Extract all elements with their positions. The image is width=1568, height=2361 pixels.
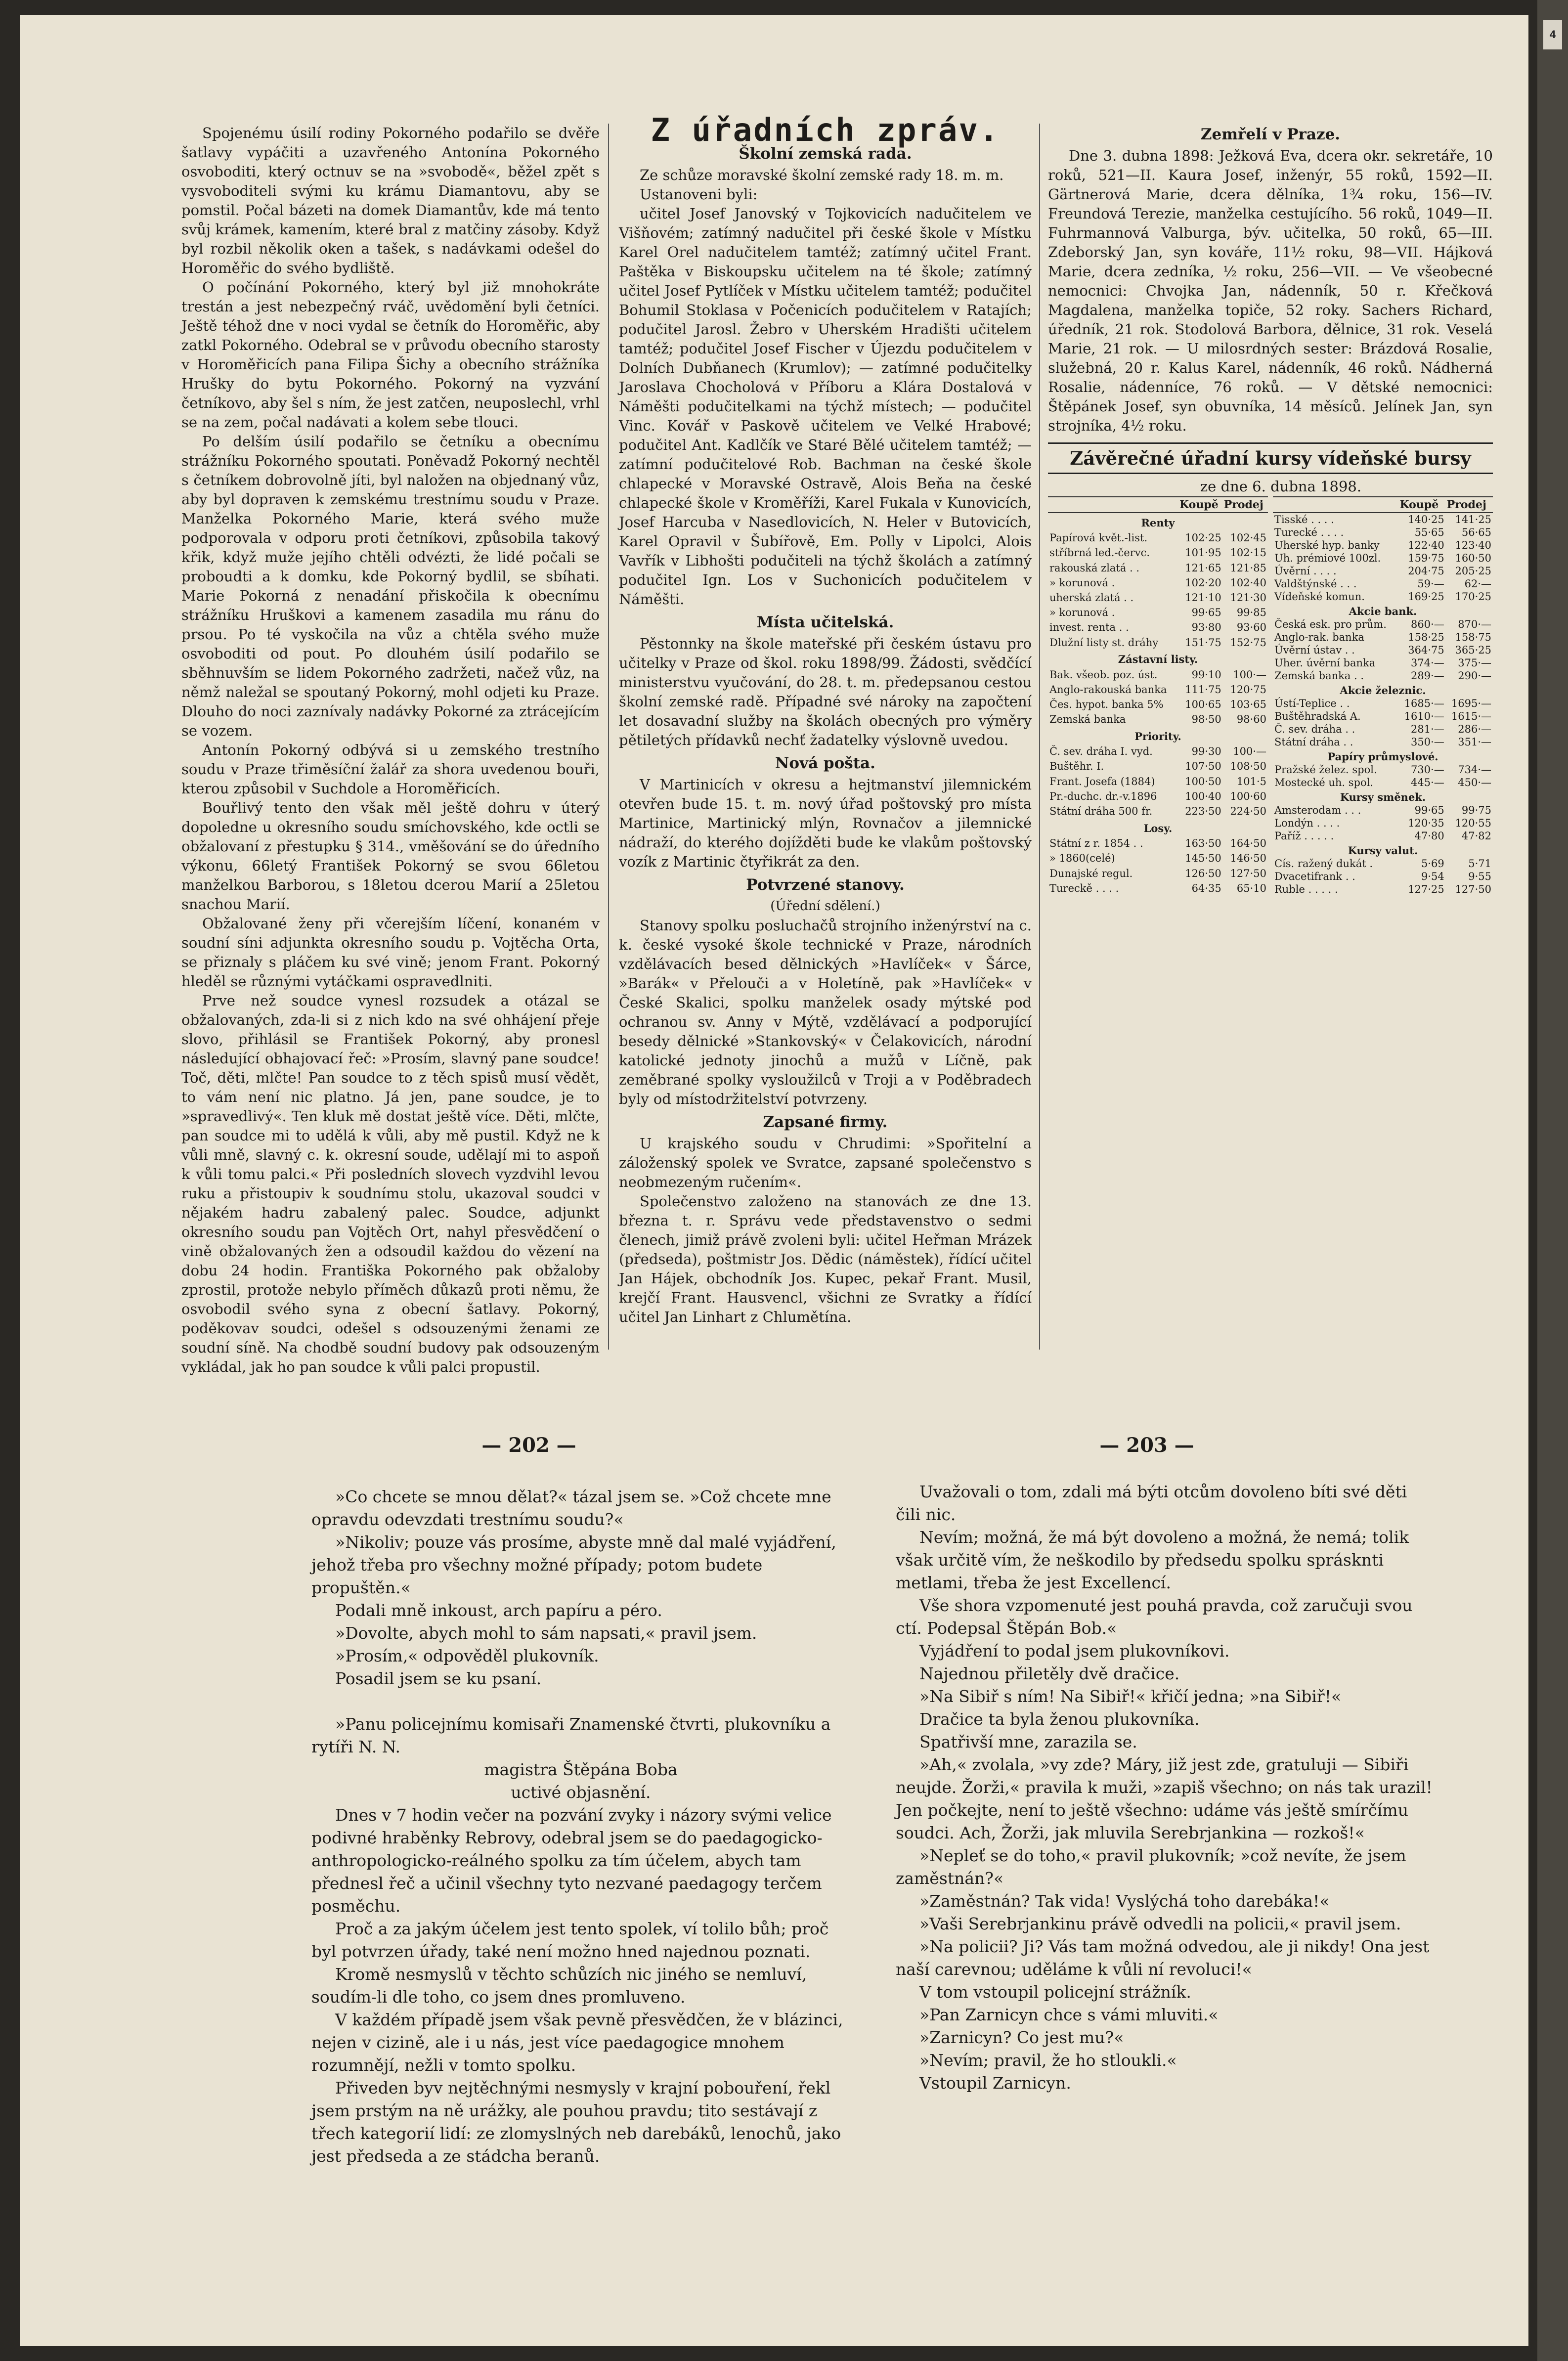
section-body [619, 1134, 1032, 1327]
security-name: Uher. úvěrní banka [1274, 657, 1376, 669]
table-row [1048, 881, 1268, 896]
table-row [1273, 539, 1493, 552]
bursa-date: ze dne 6. dubna 1898. [1200, 478, 1362, 495]
buy-price: 145·50 [1185, 852, 1221, 865]
table-row [1273, 789, 1493, 804]
table-row [1048, 804, 1268, 819]
sell-price: 734·— [1458, 764, 1491, 776]
table-section-label: Akcie bank. [1349, 605, 1417, 617]
buy-price: 100·65 [1185, 698, 1221, 710]
table-row [1048, 789, 1268, 804]
buy-price: 55·65 [1414, 526, 1444, 538]
table-row [1273, 883, 1493, 896]
header-sell: Prodej [1223, 497, 1268, 513]
story-paragraph: »Ah,« zvolala, »vy zde? Máry, již jest zde, gratuluji — Sibiři neujde. Žorži,« pravila k muži, »zapiš všechno; on nás tak urazil! Jen počkejte, není to ještě všechno: udáme vás ještě smírčímu soudci. Ach, Žorži, jak mluvila Serebrjankina — rozkoš!« [896, 1755, 1433, 1842]
sell-price: 365·25 [1455, 644, 1491, 656]
buy-price: 159·75 [1408, 552, 1444, 564]
security-name: Česká esk. pro prům. [1274, 618, 1387, 630]
buy-price: 163·50 [1185, 837, 1221, 850]
sell-price: 224·50 [1230, 805, 1266, 818]
story-paragraph: Dračice ta byla ženou plukovníka. [919, 1709, 1200, 1729]
table-row [1273, 776, 1493, 789]
security-name: stříbrná led.-červc. [1049, 547, 1150, 559]
security-name: Cís. ražený dukát . [1274, 858, 1373, 870]
buy-price: 47·80 [1414, 830, 1444, 842]
sell-price: 100·— [1233, 745, 1266, 758]
bursa-title: Závěrečné úřadní kursy vídeňské bursy [1048, 442, 1493, 474]
table-row [1273, 526, 1493, 539]
table-row [1273, 830, 1493, 842]
scan-label: 4 [1543, 20, 1562, 49]
sell-price: 93·60 [1236, 621, 1266, 634]
story-paragraph: Proč a za jakým účelem jest tento spolek, ví tolilo bůh; proč byl potvrzen úřady, také není možno hned najednou poznati. [311, 1919, 829, 1961]
security-name: Č. sev. dráha . . [1274, 723, 1355, 735]
security-name: Valdštýnské . . . [1274, 578, 1357, 590]
buy-price: 289·— [1410, 670, 1444, 682]
story-paragraph [311, 1690, 850, 1713]
table-row [1273, 857, 1493, 870]
table-row [1048, 712, 1268, 727]
table-row [1273, 590, 1493, 603]
header-buy: Koupě [1399, 497, 1446, 513]
buy-price: 100·50 [1185, 775, 1221, 787]
story-left-column [311, 1486, 850, 2168]
security-name: Pražské želez. spol. [1274, 764, 1377, 776]
table-row [1048, 635, 1268, 650]
story-paragraph: Najednou přiletěly dvě dračice. [919, 1664, 1180, 1683]
buy-price: 1610·— [1404, 710, 1444, 722]
sell-price: 286·— [1458, 723, 1491, 735]
sell-price: 99·75 [1461, 804, 1491, 816]
table-row [1048, 560, 1268, 575]
sell-price: 160·50 [1455, 552, 1491, 564]
story-paragraph: »Nevím; pravil, že ho stloukli.« [919, 2051, 1177, 2070]
buy-price: 111·75 [1185, 683, 1221, 696]
story-paragraph: »Na policii? Ji? Vás tam možná odvedou, ale ji nikdy! Ona jest naší carevnou; uděláme k vůli ní revoluci!« [896, 1937, 1430, 1979]
story-paragraph: »Co chcete se mnou dělat?« tázal jsem se. »Což chcete mne opravdu odevzdati trestnímu soudu?« [311, 1487, 831, 1529]
sell-price: 127·50 [1455, 883, 1491, 895]
table-row [1273, 763, 1493, 776]
security-name: » korunová . [1049, 607, 1115, 619]
story-paragraph: »Zarnicyn? Co jest mu?« [919, 2028, 1124, 2047]
sell-price: 158·75 [1455, 631, 1491, 643]
header-buy: Koupě [1178, 497, 1223, 513]
table-row [1048, 819, 1268, 836]
sell-price: 47·82 [1461, 830, 1491, 842]
story-paragraph: V tom vstoupil policejní strážník. [919, 1982, 1191, 2002]
table-section-label: Kursy valut. [1348, 844, 1418, 857]
security-name: Tureckě . . . . [1049, 882, 1119, 894]
security-name: Ruble . . . . . [1274, 883, 1338, 895]
sell-price: 1615·— [1451, 710, 1491, 722]
security-name: Buštěhradská A. [1274, 710, 1361, 722]
bursa-table-left [1048, 496, 1268, 896]
table-section-label: Renty [1141, 516, 1175, 529]
security-name: Mostecké uh. spol. [1274, 777, 1374, 788]
table-row [1273, 804, 1493, 817]
sell-price: 164·50 [1230, 837, 1266, 850]
story-paragraph: Přiveden byv nejtěchnými nesmysly v krajní pobouření, řekl jsem prstým na ně urážky, ale pouhou pravdu; tito sestávají z třech kategorií lidí: ze zlomyslných neb darebáků, lenochů, jako jest předseda a ze stádcha beranů. [311, 2078, 841, 2166]
security-name: Vídeňské komun. [1274, 591, 1365, 603]
section-heading: Zapsané firmy. [763, 1113, 888, 1131]
section-body [619, 775, 1032, 872]
story-paragraph: »Prosím,« odpověděl plukovník. [335, 1646, 599, 1665]
paragraph: Stanovy spolku posluchačů strojního inženýrství na c. k. české vysoké škole technické v Praze, národních vzdělávacích besed dělnických »Havlíček« v Šárce, »Barák« v Přelouči a v Holetíně, pak »Havlíček« v České Skalici, spolku manželek osady mýtské pod ochranou sv. Anny v Mýtě, vzdělávací a podporující besedy dělnické »Stankovský« v Čelakovicích, národní katolické jednoty jinochů a mužů v Líčně, pak zeměbrané spolky vysloužilců v Troji a v Poděbradech byly od místodržitelství potvrzeny. [619, 917, 1032, 1107]
sell-price: 100·60 [1230, 790, 1266, 802]
story-paragraph: uctivé objasnění. [511, 1783, 651, 1802]
section-heading: Místa učitelská. [756, 613, 894, 631]
story-paragraph: »Nikoliv; pouze vás prosíme, abyste mně dal malé vyjádření, jehož třeba pro všechny možné případy; potom budete propuštěn.« [311, 1532, 836, 1597]
sell-price: 123·40 [1455, 539, 1491, 551]
buy-price: 127·25 [1408, 883, 1444, 895]
buy-price: 99·65 [1414, 804, 1444, 816]
buy-price: 121·65 [1185, 562, 1221, 574]
deaths-heading: Zemřelí v Praze. [1200, 126, 1341, 143]
table-row [1273, 817, 1493, 830]
sell-price: 205·25 [1455, 565, 1491, 577]
sell-price: 375·— [1458, 657, 1491, 669]
sell-price: 5·71 [1468, 858, 1491, 870]
table-row [1273, 710, 1493, 723]
security-name: Buštěhr. I. [1049, 760, 1104, 773]
sell-price: 100·— [1233, 668, 1266, 681]
buy-price: 99·30 [1191, 745, 1221, 758]
sell-price: 127·50 [1230, 867, 1266, 879]
sell-price: 120·75 [1230, 683, 1266, 696]
buy-price: 98·50 [1191, 713, 1221, 726]
story-paragraph: Dnes v 7 hodin večer na pozvání zvyky i názory svými velice podivné hraběnky Rebrovy, odebral jsem se do paedagogicko-anthropologicko-reálného spolku za tím účelem, abych tam přednesl řeč a učinil všechny tyto nezvané paedagogy terčem posměchu. [311, 1805, 832, 1916]
buy-price: 101·95 [1185, 547, 1221, 559]
paragraph: Společenstvo založeno na stanovách ze dne 13. března t. r. Správu vede představenstvo o sedmi členech, jimiž právě zvoleni byli: učitel Heřman Mrázek (předseda), poštmistr Jos. Dědic (náměstek), řídící učitel Jan Hájek, obchodník Jos. Kupec, pekař Frant. Musil, krejčí Frant. Hausvencl, všichni ze Svratky a řídící učitel Jan Linhart z Chlumětína. [619, 1193, 1032, 1325]
security-name: Státní z r. 1854 . . [1049, 837, 1143, 850]
table-row [1273, 577, 1493, 590]
security-name: Dlužní listy st. dráhy [1049, 636, 1159, 649]
buy-price: 64·35 [1191, 882, 1221, 894]
security-name: » 1860(celé) [1049, 852, 1115, 865]
security-name: Amsterodam . . . [1274, 804, 1361, 816]
security-name: Státní dráha . . [1274, 736, 1353, 748]
table-row [1273, 842, 1493, 857]
paragraph: Prve než soudce vynesl rozsudek a otázal se obžalovaných, zda-li si z nich kdo na své ohhájení přeje slovo, přihlásil se František Pokorný, aby pronesl následující obhajovací řeč: »Prosím, slavný pane soudce! Toč, děti, mlčte! Pan soudce to z těch spisů musí vědět, to vám není nic platno. Já jen, pane soudce, je to »spravedlivý«. Ten kluk mě dostat ještě více. Děti, mlčte, pan soudce mi to udělá k vůli, aby mě pustil. Když ne k vůli mně, slavný c. k. okresní soude, udělají mi to aspoň k vůli tomu palci.« Při posledních slovech vyzdvihl levou ruku a přistoupiv k soudnímu stolu, ukazoval soudci v nějakém hadru zabalený palec. Soudce, adjunkt okresního soudu pan Vojtěch Ort, nahyl přesvědčení o vině obžalovaných žen a odsoudil každou do vězení na dobu 24 hodin. Františka Pokorného pak obžaloby zprostil, protože nebylo příměch důkazů proti němu, že osvobodil svého syna z obecní šatlavy. Pokorný, poděkovav soudci, odešel s odsouzenými ženami ze soudní síně. Na chodbě soudní budovy pak odsouzeným vykládal, jak ho pan soudce k vůli palci propustil. [181, 992, 600, 1375]
security-name: Bak. všeob. poz. úst. [1049, 668, 1158, 681]
table-row [1273, 513, 1493, 526]
sell-price: 98·60 [1236, 713, 1266, 726]
buy-price: 93·80 [1191, 621, 1221, 634]
story-paragraph: »Nepleť se do toho,« pravil plukovník; »což nevíte, že jsem zaměstnán?« [896, 1846, 1406, 1888]
buy-price: 860·— [1410, 618, 1444, 630]
table-row [1048, 545, 1268, 560]
table-row [1048, 605, 1268, 620]
table-section-label: Papíry průmyslové. [1327, 750, 1438, 763]
buy-price: 121·10 [1185, 591, 1221, 604]
deaths-and-bursa-column [1048, 121, 1493, 896]
buy-price: 140·25 [1408, 514, 1444, 525]
paragraph: U krajského soudu v Chrudimi: »Spořitelní a záloženský spolek ve Svratce, zapsané společenstvo s neobmezeným ručením«. [619, 1135, 1032, 1190]
table-section-label: Losy. [1143, 822, 1173, 834]
sell-price: 9·55 [1468, 871, 1491, 882]
security-name: Úvěrní . . . . [1274, 565, 1337, 577]
paragraph: Ze schůze moravské školní zemské rady 18. m. m. [640, 167, 1004, 183]
story-paragraph: magistra Štěpána Boba [484, 1760, 678, 1779]
security-name: Papírová květ.-list. [1049, 532, 1148, 544]
bursa-table-right [1273, 496, 1493, 896]
table-row [1273, 870, 1493, 883]
security-name: Čes. hypot. banka 5% [1049, 698, 1164, 710]
table-row [1048, 530, 1268, 545]
story-paragraph: »Zaměstnán? Tak vida! Vyslýchá toho darebáka!« [919, 1891, 1330, 1911]
security-name: Londýn . . . . [1274, 817, 1340, 829]
security-name: uherská zlatá . . [1049, 591, 1134, 604]
buy-price: 5·69 [1421, 858, 1444, 870]
sell-price: 62·— [1464, 578, 1491, 590]
buy-price: 99·10 [1191, 668, 1221, 681]
table-section-label: Kursy směnek. [1340, 791, 1426, 803]
table-row [1273, 736, 1493, 748]
article-pokorny [181, 124, 600, 1377]
column-divider [608, 124, 609, 1350]
table-row [1048, 744, 1268, 759]
security-name: Dunajské regul. [1049, 867, 1133, 879]
security-name: Turecké . . . . [1274, 526, 1344, 538]
security-name: Frant. Josefa (1884) [1049, 775, 1155, 787]
security-name: Pr.-duchc. dr.-v.1896 [1049, 790, 1157, 802]
sell-price: 120·55 [1455, 817, 1491, 829]
story-paragraph: Spatřivší mne, zarazila se. [919, 1732, 1137, 1751]
security-name: rakouská zlatá . . [1049, 562, 1140, 574]
buy-price: 120·35 [1408, 817, 1444, 829]
paragraph: Po delším úsilí podařilo se četníku a obecnímu strážníku Pokorného spoutati. Poněvadž Pokorný nechtěl s četníkem dobrovolně jíti, byl naložen na objednaný vůz, aby byl dopraven k zemskému trestnímu soudu v Praze. Manželka Pokorného Marie, která svého muže podporovala v odporu proti četníkovi, způsobila takový křik, když muže jejího chtěli odvézti, že lidé počali se proboudti a k domku, kde Pokorný bydlil, se sbíhati. Marie Pokorná z nenadání přiskočila k obecnímu strážníku Hruškovi a kamenem zasadila mu ránu do prsou. Po té vyskočila na vůz a chtěla svého muže osvoboditi od pout. Po dlouhém úsilí podařilo se sběhnuvším se lidem Pokorného zadržeti, načež vůz, na němž naležal se spoutaný Pokorný, mohl odjeti ku Praze. Dlouho do noci zaznívaly nadávky Pokorné za ztrácejícím se vozem. [181, 433, 600, 739]
sell-price: 290·— [1458, 670, 1491, 682]
sell-price: 102·45 [1230, 532, 1266, 544]
buy-price: 730·— [1410, 764, 1444, 776]
story-paragraph: »Na Sibiř s ním! Na Sibiř!« křičí jedna; »na Sibiř!« [919, 1687, 1342, 1706]
story-paragraph: »Pan Zarnicyn chce s vámi mluviti.« [919, 2005, 1219, 2024]
security-name: Anglo-rak. banka [1274, 631, 1364, 643]
sell-price: 65·10 [1236, 882, 1266, 894]
table-row [1273, 669, 1493, 682]
buy-price: 281·— [1410, 723, 1444, 735]
table-row [1273, 644, 1493, 656]
column-divider [1039, 124, 1040, 1350]
buy-price: 445·— [1410, 777, 1444, 788]
table-row [1048, 727, 1268, 744]
buy-price: 1685·— [1404, 698, 1444, 709]
table-section-label: Zástavní listy. [1118, 653, 1198, 666]
buy-price: 350·— [1410, 736, 1444, 748]
security-name: Zemská banka . . [1274, 670, 1364, 682]
page-number-left: — 202 — [481, 1434, 576, 1457]
table-row [1273, 552, 1493, 565]
security-name: Anglo-rakouská banka [1049, 683, 1167, 696]
section-body [619, 634, 1032, 750]
security-name: Č. sev. dráha I. vyd. [1049, 745, 1153, 758]
table-row [1273, 682, 1493, 697]
security-name: Paříž . . . . . [1274, 830, 1334, 842]
paragraph: V Martinicích v okresu a hejtmanství jilemnickém otevřen bude 15. t. m. nový úřad poštovský pro místa Martinice, Martinický mlýn, Rovnačov a jilemnické nádraží, do kterého dojížděti bude ke vlakům poštovský vozík z Martinic čtyřikrát za den. [619, 776, 1032, 870]
story-paragraph: Vyjádření to podal jsem plukovníkovi. [919, 1641, 1230, 1661]
page-number-right: — 203 — [1099, 1434, 1194, 1457]
section-body [619, 166, 1032, 609]
sell-price: 450·— [1458, 777, 1491, 788]
sell-price: 56·65 [1461, 526, 1491, 538]
section-heading: Nová pošta. [775, 754, 875, 772]
table-row [1273, 603, 1493, 618]
paragraph: Bouřlivý tento den však měl ještě dohru v úterý dopoledne u okresního soudu smíchovského, kde octli se obžalovaní z přestupku § 314., vměšování se do úředního výkonu, 66letý František Pokorný se svou 66letou manželkou Barborou, s 18letou dcerou Marií a 25letou snachou Marií. [181, 799, 600, 913]
story-paragraph: Podali mně inkoust, arch papíru a péro. [335, 1601, 662, 1620]
table-row [1048, 682, 1268, 697]
buy-price: 100·40 [1185, 790, 1221, 802]
story-paragraph: Vše shora vzpomenuté jest pouhá pravda, což zaručuji svou ctí. Podepsal Štěpán Bob.« [896, 1596, 1413, 1638]
security-name: » korunová . [1049, 576, 1115, 589]
official-news-title: Z úřadních zpráv. [651, 112, 1000, 149]
paragraph: Pěstonnky na škole mateřské při českém ústavu pro učitelky v Praze od škol. roku 1898/99. Žádosti, svědčící ministerstvu vyučování, do 28. t. m. předepsanou cestou školní zemské radě. Případné své nároky na započtení let dosavadní služby na školách obecných pro výměry pětiletých přídavků nechť žadatelky výslovně uvedou. [619, 635, 1032, 748]
story-right-column [896, 1481, 1435, 2095]
sell-price: 1695·— [1451, 698, 1491, 709]
buy-price: 151·75 [1185, 636, 1221, 649]
buy-price: 158·25 [1408, 631, 1444, 643]
sell-price: 141·25 [1455, 514, 1491, 525]
story-paragraph: »Dovolte, abych mohl to sám napsati,« pravil jsem. [335, 1623, 757, 1643]
table-row [1273, 631, 1493, 644]
buy-price: 59·— [1417, 578, 1444, 590]
sell-price: 170·25 [1455, 591, 1491, 603]
header-sell: Prodej [1446, 497, 1493, 513]
paragraph: učitel Josef Janovský v Tojkovicích nadučitelem ve Višňovém; zatímný nadučitel při české škole v Místku Karel Orel nadučitelem tamtéž; zatímný učitel Frant. Paštěka v Biskoupsku učitelem na té škole; zatímný učitel Josef Pytlíček v Místku učitelem tamtéž; podučitel Bohumil Stoklasa v Počenicích podučitelem v Ratajích; podučitel Jarosl. Žebro v Uherském Hradišti učitelem tamtéž; podučitel Josef Fischer v Újezdu podučitelem v Dolních Dubňanech (Krumlov); — zatímné podučitelky Jaroslava Chocholová v Příboru a Klára Dostalová v Náměšti podučitelkami na týchž místech; — podučitel Vinc. Kovář v Paskově učitelem ve Velké Hrabové; podučitel Ant. Kadlčík ve Staré Bělé učitelem tamtéž; — zatímní podučitelové Rob. Bachman na české škole chlapecké v Moravské Ostravě, Alois Beňa na české chlapecké škole v Kroměříži, Karel Fukala v Kunovicích, Josef Harcuba v Nasedlovicích, N. Heler v Butovicích, Karel Opravil v Šubířově, Em. Polly v Lipolci, Alois Vavřík v Libhošti podučiteli na týchž školách a zatímný podučitel Ign. Los v Suchonicích podučitelem v Náměšti. [619, 205, 1032, 608]
sell-price: 152·75 [1230, 636, 1266, 649]
sell-price: 108·50 [1230, 760, 1266, 773]
sell-price: 870·— [1458, 618, 1491, 630]
buy-price: 364·75 [1408, 644, 1444, 656]
story-paragraph: Kromě nesmyslů v těchto schůzích nic jiného se nemluví, soudím-li dle toho, co jsem dnes promluveno. [311, 1965, 807, 2007]
table-row [1048, 851, 1268, 866]
buy-price: 99·65 [1191, 607, 1221, 619]
paragraph: Antonín Pokorný odbývá si u zemského trestního soudu v Praze třiměsíční žalář za shora uvedenou bouři, kterou způsobil v Suchdole a Horoměřicích. [181, 742, 600, 797]
sell-price: 146·50 [1230, 852, 1266, 865]
table-row [1273, 618, 1493, 631]
paragraph: Ustanoveni byli: [640, 186, 758, 203]
table-row [1048, 650, 1268, 667]
table-row [1048, 513, 1268, 530]
story-paragraph: Vstoupil Zarnicyn. [919, 2073, 1071, 2093]
buy-price: 126·50 [1185, 867, 1221, 879]
table-row [1273, 656, 1493, 669]
section-subtitle: (Úřední sdělení.) [770, 899, 880, 914]
table-row [1273, 697, 1493, 710]
section-heading: Potvrzené stanovy. [746, 876, 905, 894]
buy-price: 107·50 [1185, 760, 1221, 773]
security-name: Úvěrní ústav . . [1274, 644, 1355, 656]
buy-price: 9·54 [1421, 871, 1444, 882]
table-row [1048, 774, 1268, 789]
buy-price: 374·— [1410, 657, 1444, 669]
story-paragraph: Posadil jsem se ku psaní. [335, 1669, 542, 1688]
official-news-column [619, 112, 1032, 1327]
deaths-body [1048, 146, 1493, 436]
sell-price: 99·85 [1236, 607, 1266, 619]
buy-price: 102·25 [1185, 532, 1221, 544]
buy-price: 204·75 [1408, 565, 1444, 577]
table-row [1273, 565, 1493, 577]
table-row [1273, 748, 1493, 763]
security-name: Dvacetifrank . . [1274, 871, 1355, 882]
table-row [1273, 723, 1493, 736]
newspaper-spread [20, 15, 1528, 2346]
security-name: Uherské hyp. banky [1274, 539, 1380, 551]
table-row [1048, 575, 1268, 590]
buy-price: 223·50 [1185, 805, 1221, 818]
table-row [1048, 697, 1268, 712]
story-paragraph: V každém případě jsem však pevně přesvědčen, že v blázinci, nejen v cizině, ale i u nás, jest více paedagogice mnohem rozumnějí, nežli v tomto spolku. [311, 2010, 843, 2075]
sell-price: 121·30 [1230, 591, 1266, 604]
table-section-label: Akcie železnic. [1340, 684, 1426, 697]
paragraph: Spojenému úsilí rodiny Pokorného podařilo se dvěře šatlavy vypáčiti a uzavřeného Antonína Pokorného osvoboditi, který octnuv se na »svobodě«, běžel zpět s vysvoboditeli svými ku krámu Diamantovu, aby se pomstil. Počal bázeti na domek Diamantův, kde má tento svůj krámek, kamením, které bral z matčiny zásoby. Když byl rozbil několik oken a tašek, s nadávkami odešel do Horoměřic do svého bydliště. [181, 125, 600, 276]
security-name: Ústí-Teplice . . [1274, 698, 1350, 709]
security-name: Zemská banka [1049, 713, 1126, 726]
table-row [1048, 759, 1268, 774]
security-name: Tisské . . . . [1274, 514, 1334, 525]
buy-price: 122·40 [1408, 539, 1444, 551]
table-row [1048, 836, 1268, 851]
sell-price: 102·40 [1230, 576, 1266, 589]
sell-price: 101·5 [1236, 775, 1266, 787]
table-row [1048, 866, 1268, 880]
paragraph: Obžalované ženy při včerejším líčení, konaném v soudní síni adjunkta okresního soudu p. Vojtěcha Orta, se přiznaly s pláčem ku své vině; jenom Frant. Pokorný hleděl se různými vytáčkami ospravedlniti. [181, 915, 600, 990]
sell-price: 102·15 [1230, 547, 1266, 559]
sell-price: 351·— [1458, 736, 1491, 748]
paragraph: Dne 3. dubna 1898: Ježková Eva, dcera okr. sekretáře, 10 roků, 521—II. Kaura Josef, inženýr, 55 roků, 1592—II. Gärtnerová Marie, dcera dělníka, 1¾ roku, 156—IV. Freundová Terezie, manželka cestujícího. 56 roků, 1049—II. Fuhrmannová Valburga, býv. učitelka, 50 roků, 65—III. Zdeborský Jan, syn kováře, 11½ roku, 98—VII. Hájková Marie, dcera zedníka, ½ roku, 256—VII. — Ve všeobecné nemocnici: Chvojka Jan, nádenník, 50 r. Křečková Magdalena, manželka topiče, 52 roky. Sachers Richard, úředník, 21 rok. Stodolová Barbora, dělnice, 31 rok. Veselá Marie, 21 rok. — U milosrdných sester: Brázdová Rosalie, služebná, 20 r. Kalus Karel, nádenník, 46 roků. Nádherná Rosalie, nádenníce, 76 roků. — V dětské nemocnici: Štěpánek Josef, syn obuvníka, 14 měsíců. Jelínek Jan, syn strojníka, 4½ roku. [1048, 147, 1493, 434]
table-row [1048, 620, 1268, 635]
security-name: Státní dráha 500 fr. [1049, 805, 1153, 818]
buy-price: 102·20 [1185, 576, 1221, 589]
story-paragraph: »Panu policejnímu komisaři Znamenské čtvrti, plukovníku a rytíři N. N. [311, 1714, 831, 1756]
security-name: invest. renta . . [1049, 621, 1129, 634]
sell-price: 103·65 [1230, 698, 1266, 710]
story-paragraph: Nevím; možná, že má být dovoleno a možná, že nemá; tolik však určitě vím, že neškodilo by předsedu spolku sprásknti metlami, třeba že jest Excellencí. [896, 1528, 1409, 1592]
story-paragraph: Uvažovali o tom, zdali má býti otcům dovoleno bíti své děti čili nic. [896, 1482, 1407, 1524]
section-body [619, 916, 1032, 1109]
sell-price: 121·85 [1230, 562, 1266, 574]
section-heading: Školní zemská rada. [739, 145, 912, 163]
table-row [1048, 590, 1268, 605]
table-section-label: Priority. [1134, 730, 1181, 743]
paragraph: O počínání Pokorného, který byl již mnohokráte trestán a jest nebezpečný rváč, uvědomění byli četníci. Ještě téhož dne v noci vydal se četník do Horoměřic, aby zatkl Pokorného. Odebral se v průvodu obecního starosty v Horoměřicích pana Filipa Šichy a obecního strážníka Hrušky do bytu Pokorného. Pokorný na vyzvání četníkovo, aby šel s ním, že jest zatčen, neuposlechl, vrhl se na zem, počal nadávati a kolem sebe tlouci. [181, 279, 600, 431]
buy-price: 169·25 [1408, 591, 1444, 603]
scan-edge-strip [1537, 0, 1568, 2361]
table-row [1048, 667, 1268, 682]
story-paragraph: »Vaši Serebrjankinu právě odvedli na policii,« pravil jsem. [919, 1914, 1401, 1933]
security-name: Uh. prémiové 100zl. [1274, 552, 1381, 564]
